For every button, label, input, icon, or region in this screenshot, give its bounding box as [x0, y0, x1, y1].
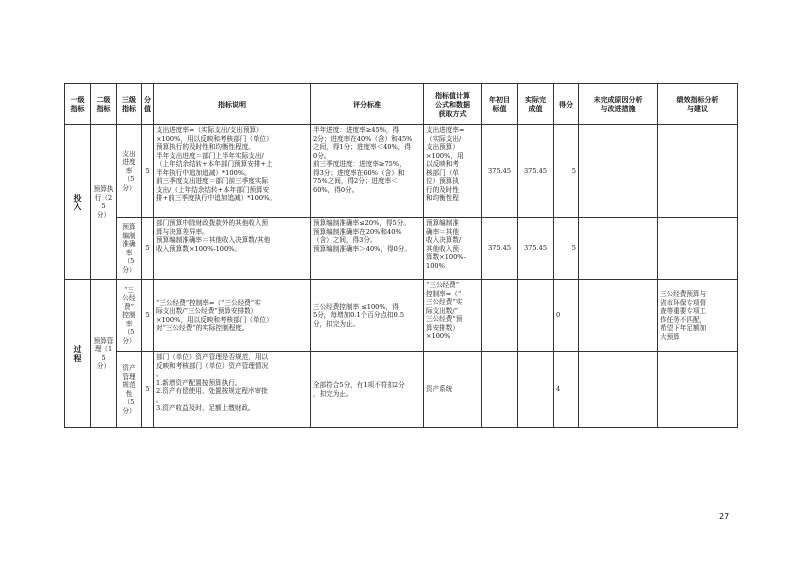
score-cell: 5 — [142, 218, 154, 280]
header-row — [65, 84, 738, 125]
header-level1: 一级 指标 — [65, 84, 91, 125]
table-row — [65, 280, 738, 352]
level3-cell: 预算 编制 准确 率 （5 分） — [117, 218, 142, 280]
level3-cell: 资产 管理 规范 性 （5 分） — [117, 352, 142, 428]
score-cell: 5 — [142, 125, 154, 218]
header-reason: 未完成原因分析 与改进措施 — [579, 84, 658, 125]
performance-evaluation-table — [64, 83, 738, 428]
criteria-cell: 全部符合5分，有1项不符扣2分 ，扣完为止。 — [311, 352, 424, 428]
header-level3: 三级 指标 — [117, 84, 142, 125]
actual-cell: 375.45 — [518, 125, 554, 218]
level3-cell: “三 公经 费” 控制 率 （5 分） — [117, 280, 142, 352]
reason-cell — [579, 352, 658, 428]
reason-cell — [579, 125, 658, 218]
target-cell — [482, 352, 518, 428]
header-target: 年初目 标值 — [482, 84, 518, 125]
advice-cell: 三公经费预算与 省市环保专项督 查等重要专项工 作任务不匹配， 希望下年足额加 大预算 — [658, 280, 738, 352]
got-cell: 4 — [554, 352, 579, 428]
score-cell: 5 — [142, 280, 154, 352]
got-cell: 5 — [554, 125, 579, 218]
header-actual: 实际完 成值 — [518, 84, 554, 125]
target-cell — [482, 280, 518, 352]
criteria-cell: 预算编制准确率≤20%，得5分。 预算编制准确率在20%和40% （含）之间，得3分。 预算编制准确率＞40%，得0分。 — [311, 218, 424, 280]
table-row — [65, 352, 738, 428]
description-cell: 支出进度率=（实际支出/支出预算） ×100%，用以反映和考核部门（单位） 预算执行的及时性和均衡性程度。 半年支出进度＝部门上半年实际支出/ （上年结余结转+本年部门预算安排+上 半年执行中追加追减）*100%。 前三季度支出进度＝部门前三季度实际 支出/（上年结余结转+本年部门预算安 排+前三季度执行中追加追减）*100%。 — [154, 125, 311, 218]
header-description: 指标说明 — [154, 84, 311, 125]
target-cell: 375.45 — [482, 218, 518, 280]
actual-cell — [518, 352, 554, 428]
level1-cell: 投 入 — [65, 125, 91, 280]
advice-cell — [658, 352, 738, 428]
header-score: 分 值 — [142, 84, 154, 125]
advice-cell — [658, 125, 738, 218]
reason-cell — [579, 218, 658, 280]
formula-cell: 支出进度率= （实际支出/ 支出预算） ×100%，用 以反映和考 核部门（单 位）预算执 行的及时性 和均衡性程 — [424, 125, 482, 218]
header-criteria: 评分标准 — [311, 84, 424, 125]
header-level2: 二级 指标 — [91, 84, 117, 125]
formula-cell: 预算编制准 确率＝其他 收入决算数/ 其他收入预 算数×100%- 100% — [424, 218, 482, 280]
actual-cell: 375.45 — [518, 218, 554, 280]
criteria-cell: 三公经费控制率 ≤100%，得 5分，每增加0.1个百分点扣0.5 分，扣完为止。 — [311, 280, 424, 352]
level1-cell: 过 程 — [65, 280, 91, 428]
criteria-cell: 半年进度：进度率≥45%，得 2分；进度率在40%（含）和45% 之间，得1分；进度率＜40%，得 0分。 前三季度进度：进度率≥75%， 得3分；进度率在60%（含）和 75%之间，得2分；进度率＜ 60%，得0分。 — [311, 125, 424, 218]
level3-cell: 支出 进度 率 （5 分） — [117, 125, 142, 218]
target-cell: 375.45 — [482, 125, 518, 218]
level2-cell: 预算执 行（25 分） — [91, 125, 117, 280]
page-number: 27 — [719, 512, 730, 521]
header-advice: 绩效指标分析 与建议 — [658, 84, 738, 125]
description-cell: “三公经费”控制率=（“三公经费”实 际支出数/“三公经费”预算安排数） ×100%，用以反映和考核部门（单位） 对“三公经费”的实际控制程度。 — [154, 280, 311, 352]
advice-cell — [658, 218, 738, 280]
header-formula: 指标值计算 公式和数据 获取方式 — [424, 84, 482, 125]
table-row — [65, 125, 738, 218]
table-row — [65, 218, 738, 280]
got-cell: 0 — [554, 280, 579, 352]
formula-cell: “三公经费” 控制率=（“ 三公经费”实 际支出数/“ 三公经费”预 算安排数） ×100% — [424, 280, 482, 352]
description-cell: 部门预算中除财政拨款外的其他收入预 算与决算差异率。 预算编制准确率＝其他收入决算数/其他 收入预算数×100%-100%。 — [154, 218, 311, 280]
formula-cell: 资产系统 — [424, 352, 482, 428]
reason-cell — [579, 280, 658, 352]
got-cell: 5 — [554, 218, 579, 280]
description-cell: 部门（单位）资产管理是否规范，用以 反映和考核部门（单位）资产管理情况 。 1.新增资产配置按预算执行。 2.资产有偿使用、处置按规定程序审批 。 3.资产收益及时、足额上缴财政。 — [154, 352, 311, 428]
header-got: 得分 — [554, 84, 579, 125]
actual-cell — [518, 280, 554, 352]
score-cell: 5 — [142, 352, 154, 428]
level2-cell: 预算管 理（15 分） — [91, 280, 117, 428]
